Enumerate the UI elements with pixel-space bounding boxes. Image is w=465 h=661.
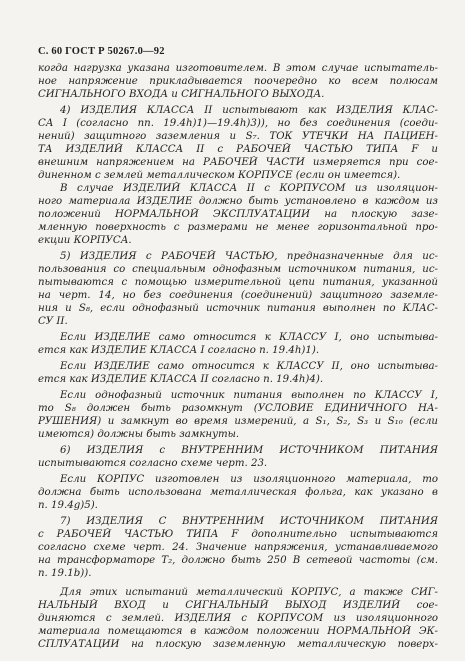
text-line: когда нагрузка указана изготовителем. В этом случае испытатель-	[38, 63, 438, 74]
text-line: на трансформаторе T₂, должно быть 250 В сетевой частоты (см.	[38, 555, 438, 566]
text-line: имеются) должны быть замкнуты.	[38, 429, 240, 440]
text-line: с РАБОЧЕЙ ЧАСТЬЮ ТИПА F дополнительно испытываются	[38, 529, 438, 540]
text-line: Если однофазный источник питания выполнен по КЛАССУ I,	[60, 390, 438, 401]
text-line: СИГНАЛЬНОГО ВХОДА и СИГНАЛЬНОГО ВЫХОДА.	[38, 89, 325, 100]
text-line: положений НОРМАЛЬНОЙ ЭКСПЛУАТАЦИИ на плоскую зазе-	[38, 209, 438, 220]
text-line: 7) ИЗДЕЛИЯ С ВНУТРЕННИМ ИСТОЧНИКОМ ПИТАНИЯ	[60, 516, 438, 527]
text-line: материала помещаются в каждом положении НОРМАЛЬНОЙ ЭК-	[38, 626, 438, 637]
text-line: ния и S₈, если однофазный источник питания выполнен по КЛАС-	[38, 303, 438, 314]
text-line: нений) защитного заземления и S₇. ТОК УТЕЧКИ НА ПАЦИЕН-	[38, 131, 438, 142]
text-line: испытываются согласно схеме черт. 23.	[38, 458, 268, 469]
text-line: РУШЕНИЯ) и замкнут во время измерений, а S₁, S₂, S₃ и S₁₀ (если	[38, 416, 438, 427]
text-line: на черт. 14, но без соединения (соединений) защитного заземле-	[38, 290, 438, 301]
text-line: ТА ИЗДЕЛИЙ КЛАССА II с РАБОЧЕЙ ЧАСТЬЮ ТИПА F и	[38, 144, 438, 155]
text-line: СА I (согласно пп. 19.4h)1)—19.4h)3)), но без соединения (соеди-	[38, 118, 438, 129]
text-line: внешним напряжением на РАБОЧЕЙ ЧАСТИ измеряется при соe-	[38, 157, 438, 168]
text-line: мленную поверхность с размерами не менее горизонтальной про-	[38, 222, 438, 233]
text-line: 6) ИЗДЕЛИЯ с ВНУТРЕННИМ ИСТОЧНИКОМ ПИТАНИЯ	[60, 445, 438, 456]
text-line: Если ИЗДЕЛИЕ само относится к КЛАССУ II, оно испытыва-	[60, 361, 438, 372]
text-line: В случае ИЗДЕЛИЙ КЛАССА II с КОРПУСОМ из изоляцион-	[60, 183, 438, 194]
text-line: пытываются с помощью измерительной цепи питания, указанной	[38, 277, 438, 288]
text-line: ное напряжение прикладывается поочередно ко всем полюсам	[38, 76, 438, 87]
text-line: ного материала ИЗДЕЛИЕ должно быть установлено в каждом из	[38, 196, 438, 207]
text-line: п. 19.4g)5).	[38, 500, 98, 511]
text-line: п. 19.1b)).	[38, 568, 92, 579]
text-line: ется как ИЗДЕЛИЕ КЛАССА II согласно п. 19.4h)4).	[38, 374, 324, 385]
text-line: 4) ИЗДЕЛИЯ КЛАССА II испытывают как ИЗДЕЛИЯ КЛАС-	[60, 105, 438, 116]
text-line: согласно схеме черт. 24. Значение напряжения, устанавливаемого	[38, 542, 438, 553]
page-header: С. 60 ГОСТ Р 50267.0—92	[38, 46, 165, 57]
text-line: ется как ИЗДЕЛИЕ КЛАССА I согласно п. 19.4h)1).	[38, 345, 320, 356]
text-line: екции КОРПУСА.	[38, 235, 132, 246]
text-line: то S₈ должен быть разомкнут (УСЛОВИЕ ЕДИНИЧНОГО НА-	[38, 403, 438, 414]
document-body	[38, 62, 438, 651]
text-line: диняются с землей. ИЗДЕЛИЯ с КОРПУСОМ из изоляционного	[38, 613, 438, 624]
text-line: Если ИЗДЕЛИЕ само относится к КЛАССУ I, оно испытыва-	[60, 332, 438, 343]
text-line: пользования со специальным однофазным источником питания, ис-	[38, 264, 438, 275]
text-line: НАЛЬНЫЙ ВХОД и СИГНАЛЬНЫЙ ВЫХОД ИЗДЕЛИЙ сое-	[38, 600, 438, 611]
text-line: СУ II.	[38, 316, 68, 327]
text-line: 5) ИЗДЕЛИЯ с РАБОЧЕЙ ЧАСТЬЮ, предназначенные для ис-	[60, 251, 438, 262]
text-line: СПЛУАТАЦИИ на плоскую заземленную металлическую поверх-	[38, 639, 438, 650]
text-line: Если КОРПУС изготовлен из изоляционного материала, то	[60, 474, 438, 485]
text-line: Для этих испытаний металлический КОРПУС, а также СИГ-	[60, 587, 438, 598]
text-line: должна быть использована металлическая фольга, как указано в	[38, 487, 438, 498]
text-line: диненном с землей металлическом КОРПУСЕ (если он имеется).	[38, 170, 401, 181]
